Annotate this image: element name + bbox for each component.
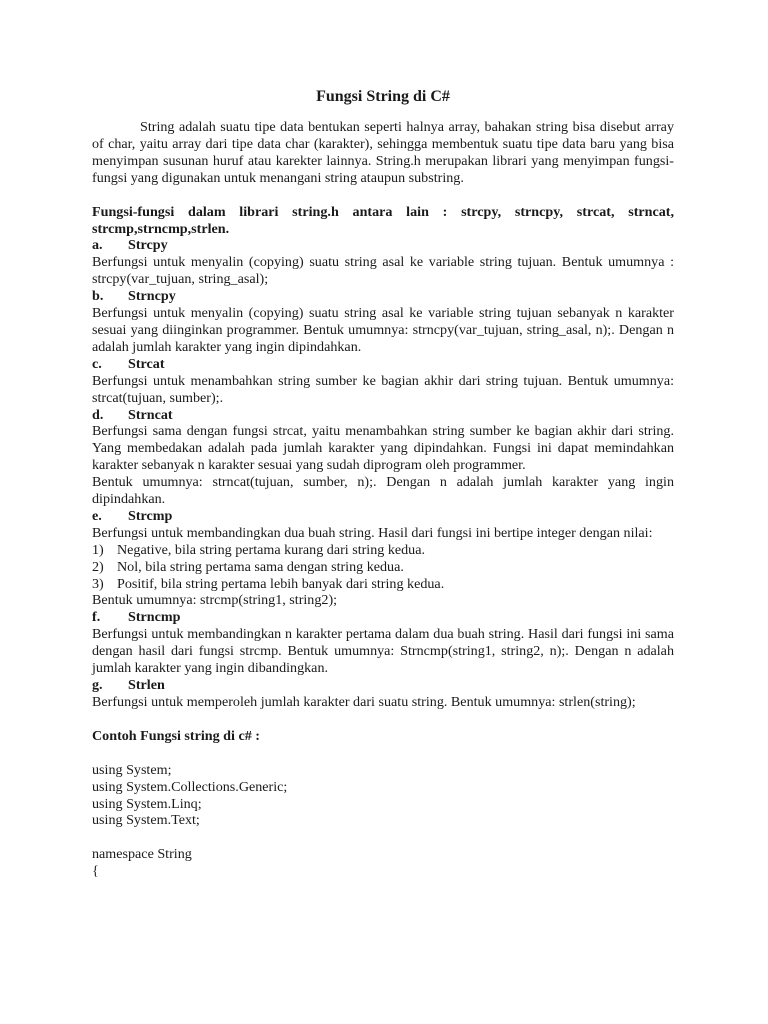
section-heading-strcpy <box>92 237 674 254</box>
section-name: Strcat <box>128 355 165 372</box>
section-text-strncat-form: Bentuk umumnya: strncat(tujuan, sumber, n);. Dengan n adalah jumlah karakter yang ingin dipindahkan. <box>92 474 674 508</box>
list-item <box>92 576 674 593</box>
example-heading: Contoh Fungsi string di c# : <box>92 727 260 744</box>
section-name: Strlen <box>128 677 165 693</box>
section-name: Strncmp <box>128 609 181 626</box>
section-text-strncpy: Berfungsi untuk menyalin (copying) suatu string asal ke variable string tujuan sebanyak n karakter sesuai yang diinginkan programmer. Bentuk umumnya: strncpy(var_tujuan, string_asal, n);. Dengan n adalah jumlah karakter yang ingin dipindahkan. <box>92 305 674 355</box>
section-label: c. <box>92 355 102 372</box>
section-heading-strcmp <box>92 508 674 525</box>
list-text: Negative, bila string pertama kurang dari string kedua. <box>117 541 426 558</box>
section-heading-strncpy <box>92 288 674 305</box>
section-label: a. <box>92 237 103 254</box>
list-number: 1) <box>92 541 104 558</box>
page-title: Fungsi String di C# <box>316 88 450 105</box>
section-label: b. <box>92 288 104 305</box>
list-heading: Fungsi-fungsi dalam librari string.h antara lain : strcpy, strncpy, strcat, strncat, strcmp,strncmp,strlen. <box>92 203 674 237</box>
code-line: using System.Collections.Generic; <box>92 778 288 795</box>
section-name: Strcmp <box>128 507 173 524</box>
section-name: Strncpy <box>128 288 176 305</box>
section-text-strcat: Berfungsi untuk menambahkan string sumber ke bagian akhir dari string tujuan. Bentuk umumnya: strcat(tujuan, sumber);. <box>92 372 674 406</box>
section-name: Strcpy <box>128 237 168 254</box>
section-text-strlen: Berfungsi untuk memperoleh jumlah karakter dari suatu string. Bentuk umumnya: strlen(string); <box>92 693 636 710</box>
section-heading-strcat <box>92 356 674 373</box>
strcmp-result-list <box>92 542 674 593</box>
section-heading-strlen <box>92 677 674 694</box>
list-text: Nol, bila string pertama sama dengan string kedua. <box>117 558 404 575</box>
section-heading-strncmp <box>92 609 674 626</box>
section-label: d. <box>92 406 104 423</box>
intro-paragraph: String adalah suatu tipe data bentukan seperti halnya array, bahakan string bisa disebut array of char, yaitu array dari tipe data char (karakter), sehingga membentuk suatu tipe data baru yang bisa menyimpan susunan huruf atau karekter lainnya. String.h merupakan librari yang menyimpan fungsi-fungsi yang digunakan untuk menangani string ataupun substring. <box>92 119 674 186</box>
section-label: g. <box>92 677 103 693</box>
list-number: 2) <box>92 558 104 575</box>
code-line: namespace String <box>92 846 192 863</box>
list-number: 3) <box>92 575 104 592</box>
document-body <box>92 87 674 880</box>
section-text-strncat: Berfungsi sama dengan fungsi strcat, yaitu menambahkan string sumber ke bagian akhir dari string. Yang membedakan adalah pada jumlah karakter yang dipindahkan. Fungsi ini dapat memindahkan karakter sebanyak n karakter sesuai yang sudah diprogram oleh programmer. <box>92 423 674 474</box>
list-text: Positif, bila string pertama lebih banyak dari string kedua. <box>117 575 445 592</box>
code-line: using System.Linq; <box>92 795 202 812</box>
section-text-strcmp-form: Bentuk umumnya: strcmp(string1, string2); <box>92 592 338 609</box>
code-line <box>92 829 674 846</box>
code-line: using System.Text; <box>92 812 200 829</box>
list-item <box>92 542 674 559</box>
section-name: Strncat <box>128 406 173 423</box>
code-block <box>92 762 674 880</box>
list-item <box>92 559 674 576</box>
section-heading-strncat <box>92 407 674 424</box>
section-text-strncmp: Berfungsi untuk membandingkan n karakter pertama dalam dua buah string. Hasil dari fungsi ini sama dengan hasil dari fungsi strcmp. Bentuk umumnya: Strncmp(string1, string2, n);. Dengan n adalah jumlah karakter yang ingin dibandingkan. <box>92 626 674 677</box>
code-line: using System; <box>92 761 172 778</box>
section-label: f. <box>92 609 101 626</box>
code-line: { <box>92 863 99 880</box>
section-text-strcpy: Berfungsi untuk menyalin (copying) suatu string asal ke variable string tujuan. Bentuk umumnya : strcpy(var_tujuan, string_asal); <box>92 254 674 288</box>
section-label: e. <box>92 507 102 524</box>
section-text-strcmp: Berfungsi untuk membandingkan dua buah string. Hasil dari fungsi ini bertipe integer dengan nilai: <box>92 524 653 541</box>
